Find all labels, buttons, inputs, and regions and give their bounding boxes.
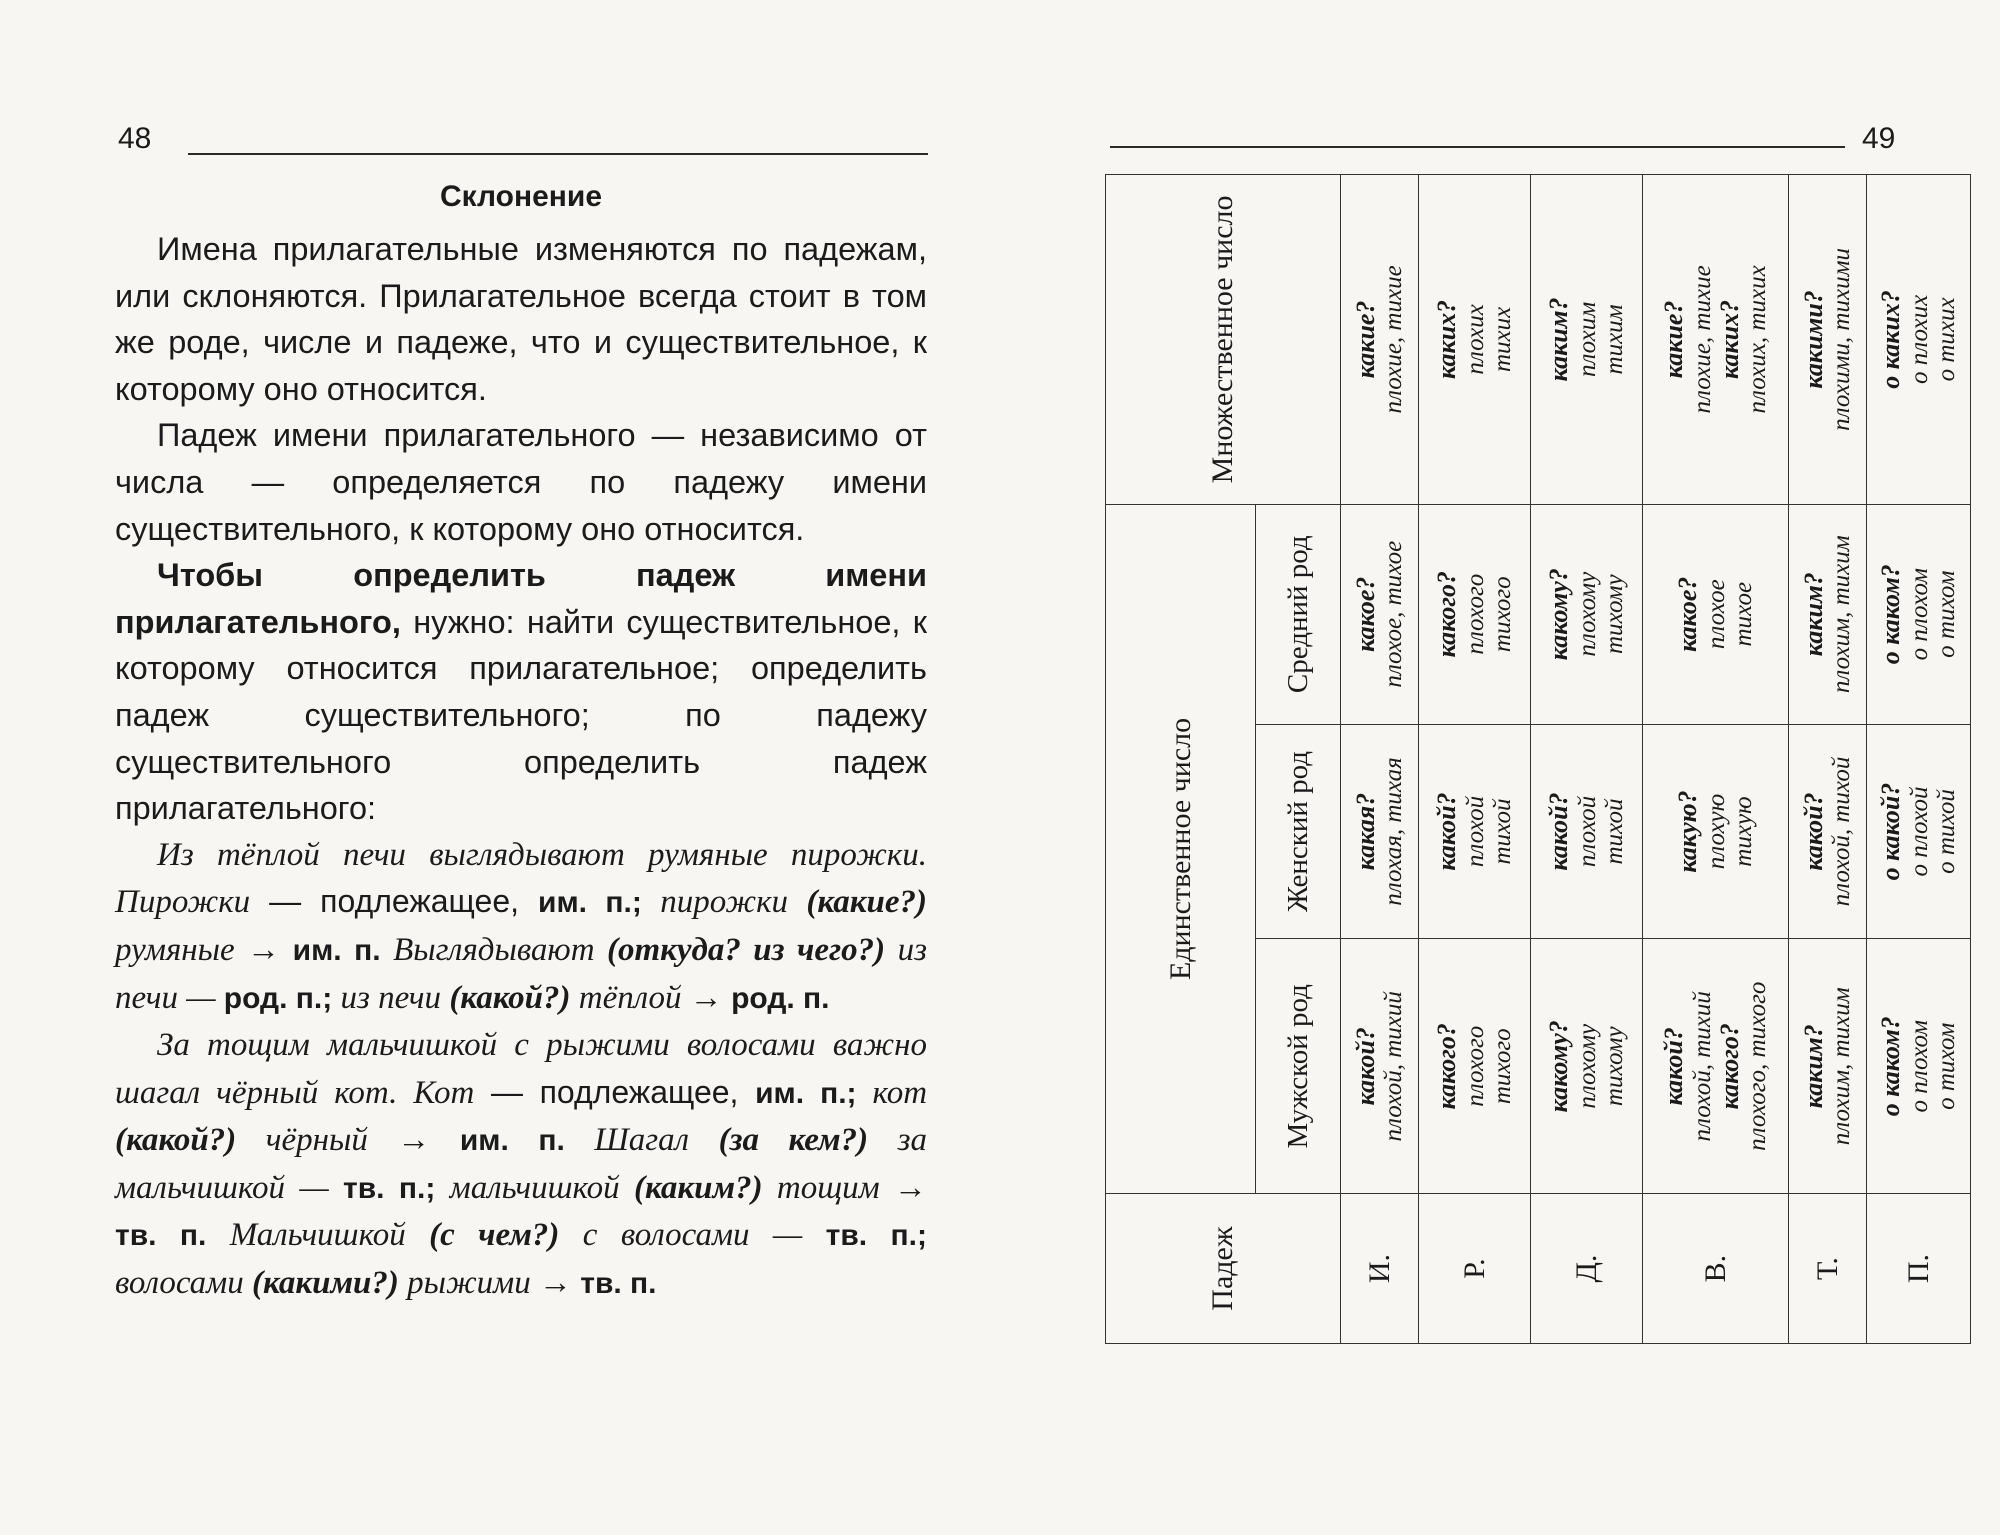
header-neuter: Средний род: [1256, 504, 1341, 724]
ex2-question: (за кем?): [718, 1122, 869, 1159]
case-question: какой?: [1432, 792, 1462, 871]
table-row: [1341, 175, 1419, 1344]
case-question: какую?: [1673, 790, 1703, 873]
case-question: какого?: [1714, 1023, 1744, 1110]
header-masculine: Мужской род: [1256, 939, 1341, 1194]
case-question: какой?: [1659, 1027, 1689, 1106]
plural-form-cell: [1867, 175, 1971, 505]
case-question: какое?: [1673, 576, 1703, 652]
adjective-form: о плохих: [1905, 294, 1933, 384]
masculine-form-cell: [1867, 939, 1971, 1194]
adjective-form: плохого: [1461, 573, 1489, 655]
page-number-left: 48: [118, 122, 152, 155]
adjective-form: тихой: [1600, 798, 1628, 865]
case-question: какая?: [1350, 792, 1380, 871]
case-question: какое?: [1350, 576, 1380, 652]
table-row: [1419, 175, 1531, 1344]
case-question: о каком?: [1876, 564, 1906, 665]
adjective-form: плохие, тихие: [1688, 265, 1716, 414]
adjective-form: плохая, тихая: [1380, 757, 1408, 906]
header-plural: Множественное число: [1106, 175, 1341, 505]
ex2-question: (какими?): [251, 1265, 399, 1302]
feminine-form-cell: [1867, 724, 1971, 939]
ex2-case-label: тв. п.: [580, 1267, 657, 1301]
case-question: какой?: [1350, 1027, 1380, 1106]
case-cell: Р.: [1419, 1194, 1531, 1344]
adjective-form: о плохом: [1905, 567, 1933, 661]
case-cell: В.: [1643, 1194, 1789, 1344]
ex1-part: пирожки: [641, 884, 807, 921]
case-question: каким?: [1798, 572, 1828, 657]
adjective-form: тихого: [1488, 576, 1516, 653]
case-cell: П.: [1867, 1194, 1971, 1344]
adjective-form: плохому: [1573, 571, 1601, 657]
case-cell: Т.: [1789, 1194, 1867, 1344]
case-question: какого?: [1432, 1023, 1462, 1110]
adjective-form: о тихой: [1932, 789, 1960, 874]
adjective-form: о плохом: [1905, 1020, 1933, 1113]
case-question: какой?: [1798, 792, 1828, 871]
case-question: каких?: [1714, 299, 1744, 379]
case-cell: Д.: [1531, 1194, 1643, 1344]
ex1-part: тёплой →: [570, 979, 732, 1016]
table-row: [1531, 175, 1643, 1344]
adjective-form: плохие, тихие: [1380, 265, 1408, 414]
case-question: какой?: [1544, 792, 1574, 871]
ex2-part: с волосами —: [559, 1217, 826, 1254]
adjective-form: о тихом: [1932, 1022, 1960, 1110]
neuter-form-cell: [1643, 504, 1789, 724]
adjective-form: плохой, тихой: [1828, 756, 1856, 907]
ex1-question: (откуда? из чего?): [607, 931, 886, 968]
paragraph-3: [115, 552, 927, 832]
ex2-case-label: им. п.;: [755, 1076, 857, 1110]
masculine-form-cell: [1419, 939, 1531, 1194]
ex1-part: румяные →: [115, 931, 293, 968]
ex2-part: — подлежащее,: [474, 1073, 756, 1110]
body-text: [115, 226, 927, 1308]
feminine-form-cell: [1341, 724, 1419, 939]
ex2-question: (какой?): [115, 1122, 237, 1159]
masculine-form-cell: [1341, 939, 1419, 1194]
header-rule-left: [188, 153, 928, 155]
case-question: какому?: [1544, 568, 1574, 661]
adjective-form: тихого: [1488, 1028, 1516, 1105]
adjective-form: плохим, тихим: [1828, 987, 1856, 1146]
ex2-case-label: тв. п.: [115, 1219, 207, 1253]
page-number-right: 49: [1862, 122, 1896, 155]
plural-form-cell: [1531, 175, 1643, 505]
ex2-part: Мальчишкой: [206, 1217, 430, 1254]
neuter-form-cell: [1789, 504, 1867, 724]
adjective-form: о тихом: [1932, 570, 1960, 658]
ex1-part: из печи —: [115, 931, 928, 1016]
case-question: какого?: [1432, 571, 1462, 658]
masculine-form-cell: [1531, 939, 1643, 1194]
adjective-form: плохой: [1573, 795, 1601, 868]
feminine-form-cell: [1643, 724, 1789, 939]
rule-text: нужно: найти существительное, к которому относится прилагательное; определить падеж существительного; по падежу существительного определить падеж прилагательного:: [115, 603, 927, 827]
table-row: [1867, 175, 1971, 1344]
ex2-question: (с чем?): [429, 1217, 560, 1254]
ex1-question: (какие?): [806, 884, 928, 921]
case-question: каким?: [1798, 1024, 1828, 1109]
ex1-part: — подлежащее,: [250, 883, 539, 920]
ex2-part: волосами: [115, 1265, 252, 1302]
ex1-part: Из тёплой печи выглядывают румяные пирожки. Пирожки: [115, 836, 927, 921]
ex1-question: (какой?): [449, 979, 571, 1016]
adjective-form: тихих: [1488, 306, 1516, 373]
table-row: [1643, 175, 1789, 1344]
adjective-form: плохой: [1461, 795, 1489, 868]
adjective-form: плохим, тихим: [1828, 535, 1856, 694]
ex1-case-label: им. п.: [292, 933, 381, 967]
right-page: [1000, 0, 2000, 1535]
adjective-form: плохого: [1461, 1025, 1489, 1107]
adjective-form: о тихих: [1932, 297, 1960, 382]
plural-form-cell: [1643, 175, 1789, 505]
ex1-case-label: им. п.;: [538, 886, 642, 920]
masculine-form-cell: [1789, 939, 1867, 1194]
case-question: каким?: [1544, 297, 1574, 382]
adjective-form: плохой, тихий: [1688, 991, 1716, 1142]
paragraph-1: Имена прилагательные изменяются по падежам, или склоняются. Прилагательное всегда стоит в том же роде, числе и падеже, что и существительное, к которому оно относится.: [115, 231, 927, 407]
ex2-part: чёрный →: [236, 1122, 460, 1159]
adjective-form: плохой, тихий: [1380, 991, 1408, 1142]
case-question: какие?: [1659, 300, 1689, 379]
header-feminine: Женский род: [1256, 724, 1341, 939]
section-title: Склонение: [439, 180, 603, 213]
header-singular: Единственное число: [1106, 504, 1256, 1193]
adjective-form: плохим: [1573, 301, 1601, 378]
adjective-form: плохую: [1702, 793, 1730, 870]
adjective-form: плохими, тихими: [1828, 247, 1856, 431]
case-question: о каких?: [1876, 290, 1906, 389]
ex1-case-label: род. п.;: [223, 981, 333, 1015]
example-1: [115, 832, 927, 1022]
adjective-form: плохому: [1573, 1023, 1601, 1109]
example-2: [115, 1022, 927, 1308]
neuter-form-cell: [1531, 504, 1643, 724]
adjective-form: плохих, тихих: [1743, 265, 1771, 414]
adjective-form: тихую: [1729, 796, 1757, 867]
case-question: каких?: [1432, 299, 1462, 379]
ex2-part: рыжими →: [398, 1265, 581, 1302]
case-cell: И.: [1341, 1194, 1419, 1344]
ex2-part: Шагал: [564, 1122, 719, 1159]
adjective-form: тихому: [1600, 574, 1628, 655]
plural-form-cell: [1789, 175, 1867, 505]
adjective-form: плохое: [1702, 579, 1730, 650]
ex2-part: мальчишкой: [435, 1169, 634, 1206]
feminine-form-cell: [1419, 724, 1531, 939]
case-question: о какой?: [1876, 782, 1906, 881]
adjective-form: плохих: [1461, 304, 1489, 375]
header-case: Падеж: [1106, 1194, 1341, 1344]
adjective-form: плохое, тихое: [1380, 540, 1408, 688]
adjective-form: тихой: [1488, 798, 1516, 865]
neuter-form-cell: [1867, 504, 1971, 724]
neuter-form-cell: [1341, 504, 1419, 724]
ex1-part: из печи: [332, 979, 450, 1016]
table-row: [1789, 175, 1867, 1344]
plural-form-cell: [1419, 175, 1531, 505]
adjective-form: тихое: [1729, 581, 1757, 647]
ex1-part: Выглядывают: [380, 931, 608, 968]
ex2-question: (каким?): [634, 1169, 763, 1206]
ex2-part: за мальчишкой —: [115, 1122, 928, 1206]
adjective-form: о плохой: [1905, 786, 1933, 877]
case-question: о каком?: [1876, 1016, 1906, 1117]
feminine-form-cell: [1531, 724, 1643, 939]
header-rule-right: [1110, 146, 1845, 148]
neuter-form-cell: [1419, 504, 1531, 724]
table-body: [1341, 175, 1971, 1344]
adjective-form: тихому: [1600, 1026, 1628, 1107]
ex1-case-label: род. п.: [731, 981, 830, 1015]
ex2-part: кот: [856, 1074, 928, 1111]
rule-bold-lead: Чтобы определить падеж имени прилагательного,: [115, 557, 927, 640]
case-question: какому?: [1544, 1020, 1574, 1113]
ex2-case-label: им. п.: [459, 1124, 565, 1158]
declension-table: [1105, 174, 1971, 1344]
paragraph-2: Падеж имени прилагательного — независимо от числа — определяется по падежу имени существительного, к которому оно относится.: [115, 417, 927, 547]
adjective-form: плохого, тихого: [1743, 981, 1771, 1151]
case-question: какими?: [1798, 290, 1828, 389]
ex2-part: За тощим мальчишкой с рыжими волосами важно шагал чёрный кот. Кот: [115, 1027, 927, 1111]
feminine-form-cell: [1789, 724, 1867, 939]
declension-table-rotated: [1105, 174, 1960, 1344]
case-question: какие?: [1350, 300, 1380, 379]
ex2-case-label: тв. п.;: [343, 1171, 436, 1205]
adjective-form: тихим: [1600, 304, 1628, 375]
ex2-case-label: тв. п.;: [825, 1219, 927, 1253]
plural-form-cell: [1341, 175, 1419, 505]
masculine-form-cell: [1643, 939, 1789, 1194]
ex2-part: тощим →: [762, 1169, 928, 1206]
